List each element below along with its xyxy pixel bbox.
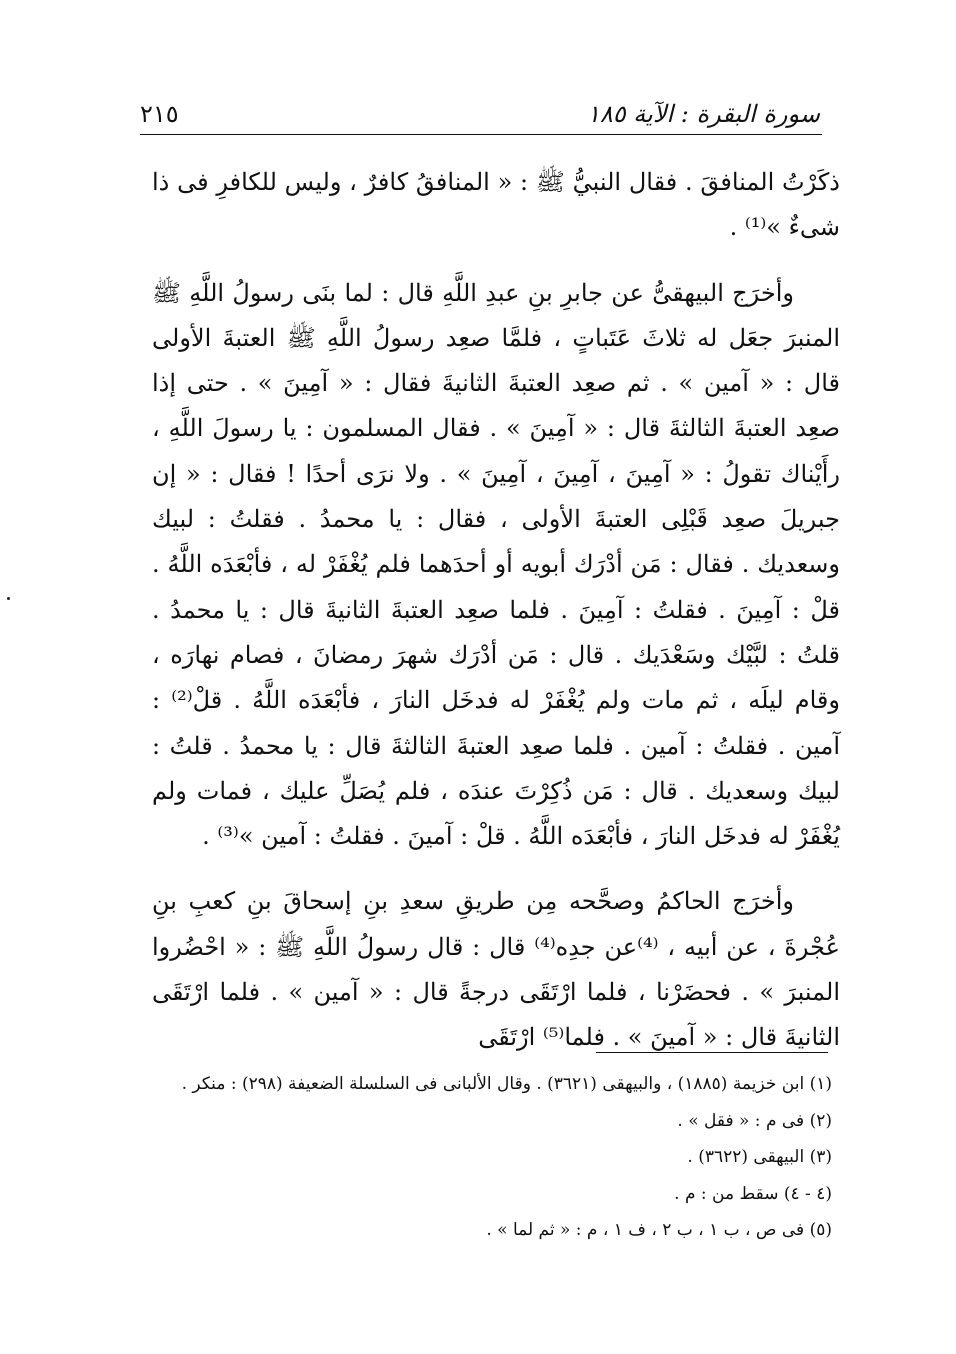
header-rule	[140, 134, 822, 135]
main-text	[152, 160, 840, 1061]
footnotes	[152, 1066, 832, 1249]
footnote-1: (١) ابن خزيمة (١٨٨٥) ، والبيهقى (٣٦٢١) . وقال الألبانى فى السلسلة الضعيفة (٢٩٨) : منكر .	[181, 1074, 832, 1094]
footnote-5: (٥) فى ص ، ب ١ ، ب ٢ ، ف ١ ، م : « ثم لما » .	[486, 1220, 832, 1240]
margin-speck	[7, 597, 10, 600]
footnote-4: (٤ - ٤) سقط من : م .	[674, 1183, 832, 1204]
running-title: سورة البقرة : الآية ١٨٥	[586, 100, 820, 128]
footnote-3: (٣) البيهقى (٣٦٢٢) .	[687, 1147, 832, 1167]
paragraph-bayhaqi: وأخرَج البيهقىُّ عن جابرِ بنِ عبدِ اللَّهِ قال : لما بنَى رسولُ اللَّهِ ﷺ المنبرَ جعَل له ثلاثَ عَتَباتٍ ، فلمَّا صعِد رسولُ اللَّهِ ﷺ العتبةَ الأولى قال : « آمين » . ثم صعِد العتبةَ الثانيةَ فقال : « آمِينَ » . حتى إذا صعِد العتبةَ الثالثةَ قال : « آمِينَ » . فقال المسلمون : يا رسولَ اللَّهِ ، رأَيْناك تقولُ : « آمِينَ ، آمِينَ ، آمِينَ » . ولا نرَى أحدًا ! فقال : « إن جبريلَ صعِد قَبْلِى العتبةَ الأولى ، فقال : يا محمدُ . فقلتُ : لبيك وسعديك . فقال : مَن أدْرَك أبويه أو أحدَهما فلم يُغْفَرْ له ، فأبْعَدَه اللَّهُ . قلْ : آمِينَ . فقلتُ : آمِينَ . فلما صعِد العتبةَ الثانيةَ قال : يا محمدُ . قلتُ : لبَّيْك وسَعْدَيك . قال : مَن أدْرَك شهرَ رمضانَ ، فصام نهارَه ، وقام ليلَه ، ثم مات ولم يُغْفَرْ له فدخَل النارَ ، فأبْعَدَه اللَّهُ . قلْ⁽²⁾ : آمين . فقلتُ : آمين . فلما صعِد العتبةَ الثالثةَ قال : يا محمدُ . قلتُ : لبيك وسعديك . قال : مَن ذُكِرْتَ عندَه ، فلم يُصَلِّ عليك ، فمات ولم يُغْفَرْ له فدخَل النارَ ، فأبْعَدَه اللَّهُ . قلْ : آمينَ . فقلتُ : آمين »⁽³⁾ .	[152, 278, 840, 851]
paragraph-continuation: ذكَرْتُ المنافقَ . فقال النبيُّ ﷺ : « المنافقُ كافرٌ ، وليس للكافرِ فى ذا شىءٌ »⁽¹⁾ .	[152, 168, 840, 242]
running-header	[140, 88, 820, 128]
paragraph-hakim: وأخرَج الحاكمُ وصحَّحه مِن طريقِ سعدِ بنِ إسحاقَ بنِ كعبِ بنِ عُجْرةَ ، عن أبيه ، ⁽⁴⁾عن جدِه⁽⁴⁾ قال : قال رسولُ اللَّهِ ﷺ : « احْضُروا المنبرَ » . فحضَرْنا ، فلما ارْتَقَى درجةً قال : « آمين » . فلما ارْتَقَى الثانيةَ قال : « آمينَ » . فلما⁽⁵⁾ ارْتَقَى	[152, 887, 841, 1052]
footnote-rule	[596, 1052, 828, 1053]
page-number: ٢١٥	[140, 100, 179, 128]
footnote-2: (٢) فى م : « فقل » .	[677, 1110, 832, 1131]
